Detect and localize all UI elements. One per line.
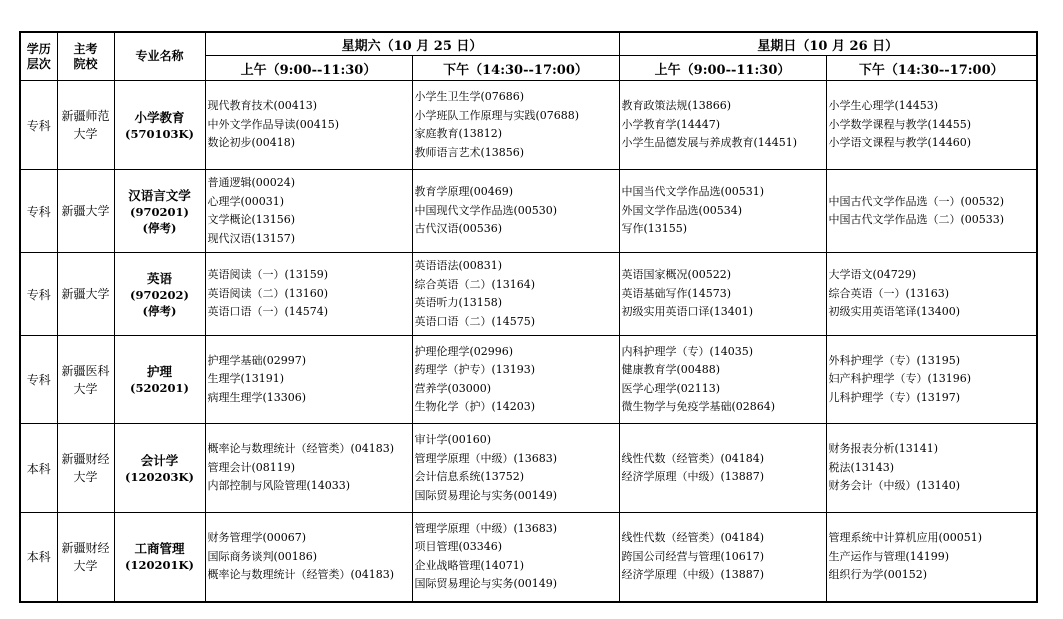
- subject-item: 教育政策法规(13866): [621, 99, 732, 113]
- level-cell: 专科: [20, 170, 57, 253]
- subject-item: 健康教育学(00488): [621, 363, 721, 376]
- subject-item: 财务管理学(00067): [207, 531, 307, 544]
- institution-line1: 新疆医科: [61, 363, 110, 378]
- subject-item: 生理学(13191): [207, 372, 285, 386]
- institution-line1: 新疆大学: [61, 204, 110, 218]
- subject-item: 国际贸易理论与实务(00149): [414, 488, 558, 502]
- sunday-afternoon-subjects: [826, 424, 1037, 513]
- subject-item: 内科护理学（专）(14035): [621, 344, 754, 358]
- sunday-morning-subjects: [619, 253, 826, 336]
- header-major: 专业名称: [114, 32, 205, 81]
- schedule-table: [19, 31, 1038, 603]
- header-level: [20, 32, 57, 81]
- exam-schedule: [19, 31, 1038, 603]
- saturday-afternoon-subjects: [412, 81, 619, 170]
- subject-item: 小学班队工作原理与实践(07688): [414, 108, 580, 122]
- header-institution: [57, 32, 114, 81]
- table-row: [20, 424, 1037, 513]
- subject-item: 小学生心理学(14453): [828, 99, 939, 113]
- subject-item: 中国古代文学作品选（一）(00532): [828, 194, 1005, 208]
- major-cell: [114, 253, 205, 336]
- level-cell: 专科: [20, 336, 57, 424]
- saturday-morning-subjects: [205, 253, 412, 336]
- subject-item: 税法(13143): [828, 460, 895, 474]
- major-code: (120201K): [125, 558, 194, 573]
- institution-line2: 大学: [73, 470, 98, 484]
- major-code: (570103K): [125, 126, 194, 141]
- major-name: 小学教育: [134, 109, 185, 125]
- level-cell: 专科: [20, 81, 57, 170]
- major-name: 护理: [146, 364, 172, 379]
- subject-item: 药理学（护专）(13193): [414, 363, 536, 376]
- subject-item: 古代汉语(00536): [414, 222, 503, 236]
- sunday-afternoon-subjects: [826, 81, 1037, 170]
- institution-cell: [57, 170, 114, 253]
- subject-item: 现代汉语(13157): [207, 231, 296, 245]
- major-cell: [114, 170, 205, 253]
- sunday-morning-subjects: [619, 513, 826, 602]
- subject-item: 英语口语（二）(14575): [414, 314, 536, 328]
- major-cell: [114, 424, 205, 513]
- saturday-morning-subjects: [205, 424, 412, 513]
- subject-item: 写作(13155): [621, 222, 688, 236]
- subject-item: 初级实用英语笔译(13400): [828, 305, 961, 319]
- institution-line1: 新疆财经: [61, 540, 110, 555]
- subject-item: 英语阅读（二）(13160): [207, 286, 329, 300]
- subject-item: 组织行为学(00152): [828, 568, 928, 581]
- table-row: [20, 336, 1037, 424]
- institution-line1: 新疆师范: [61, 109, 110, 123]
- sunday-afternoon-subjects: [826, 170, 1037, 253]
- subject-item: 医学心理学(02113): [621, 381, 721, 395]
- subject-item: 审计学(00160): [414, 433, 492, 446]
- subject-item: 经济学原理（中级）(13887): [621, 568, 765, 581]
- subject-item: 线性代数（经管类）(04184): [621, 451, 765, 465]
- major-code: (120203K): [125, 469, 194, 484]
- subject-item: 数论初步(00418): [207, 136, 296, 150]
- major-name: 会计学: [140, 452, 179, 468]
- level-cell: 本科: [20, 513, 57, 602]
- subject-item: 经济学原理（中级）(13887): [621, 470, 765, 483]
- saturday-afternoon-subjects: [412, 424, 619, 513]
- subject-item: 护理学基础(02997): [207, 353, 307, 367]
- table-row: [20, 81, 1037, 170]
- institution-cell: [57, 424, 114, 513]
- subject-item: 国际贸易理论与实务(00149): [414, 577, 558, 591]
- saturday-afternoon-subjects: [412, 513, 619, 602]
- subject-item: 普通逻辑(00024): [207, 176, 296, 189]
- subject-item: 家庭教育(13812): [414, 127, 503, 140]
- subject-item: 营养学(03000): [414, 381, 492, 395]
- institution-cell: [57, 81, 114, 170]
- major-name: 英语: [146, 270, 172, 286]
- sunday-morning-subjects: [619, 424, 826, 513]
- subject-item: 国际商务谈判(00186): [207, 549, 318, 563]
- institution-cell: [57, 336, 114, 424]
- subject-item: 大学语文(04729): [828, 268, 917, 282]
- saturday-morning-subjects: [205, 336, 412, 424]
- institution-cell: [57, 513, 114, 602]
- subject-item: 管理会计(08119): [207, 460, 296, 474]
- major-cell: [114, 336, 205, 424]
- subject-item: 管理学原理（中级）(13683): [414, 451, 558, 465]
- saturday-afternoon-subjects: [412, 336, 619, 424]
- subject-item: 中国古代文学作品选（二）(00533): [828, 213, 1005, 226]
- header-row-days: [20, 32, 1037, 56]
- subject-item: 外科护理学（专）(13195): [828, 353, 961, 367]
- institution-line1: 新疆财经: [61, 452, 110, 466]
- header-sat-afternoon: 下午（14:30--17:00）: [412, 56, 619, 81]
- subject-item: 管理系统中计算机应用(00051): [828, 531, 983, 544]
- subject-item: 线性代数（经管类）(04184): [621, 531, 765, 544]
- major-code: (970202): [130, 287, 189, 302]
- subject-item: 生物化学（护）(14203): [414, 400, 536, 413]
- header-institution-line2: 院校: [73, 56, 98, 71]
- subject-item: 现代教育技术(00413): [207, 99, 318, 113]
- subject-item: 小学生卫生学(07686): [414, 90, 525, 103]
- subject-item: 英语口语（一）(14574): [207, 305, 329, 319]
- major-note: (停考): [142, 220, 177, 235]
- subject-item: 英语基础写作(14573): [621, 286, 732, 300]
- subject-item: 综合英语（二）(13164): [414, 277, 536, 291]
- saturday-afternoon-subjects: [412, 253, 619, 336]
- saturday-morning-subjects: [205, 81, 412, 170]
- subject-item: 生产运作与管理(14199): [828, 549, 950, 563]
- institution-line2: 大学: [73, 381, 98, 396]
- subject-item: 英语听力(13158): [414, 296, 503, 309]
- subject-item: 初级实用英语口译(13401): [621, 305, 754, 319]
- major-note: (停考): [142, 303, 177, 318]
- subject-item: 中外文学作品导读(00415): [207, 117, 340, 131]
- subject-item: 管理学原理（中级）(13683): [414, 521, 558, 535]
- subject-item: 儿科护理学（专）(13197): [828, 390, 961, 404]
- table-row: [20, 170, 1037, 253]
- table-row: [20, 513, 1037, 602]
- level-cell: 专科: [20, 253, 57, 336]
- major-cell: [114, 513, 205, 602]
- subject-item: 病理生理学(13306): [207, 390, 307, 404]
- institution-cell: [57, 253, 114, 336]
- subject-item: 小学数学课程与教学(14455): [828, 117, 972, 131]
- subject-item: 中国当代文学作品选(00531): [621, 185, 765, 199]
- header-sun-morning: 上午（9:00--11:30）: [619, 56, 826, 81]
- subject-item: 英语国家概况(00522): [621, 268, 732, 282]
- header-institution-line1: 主考: [73, 41, 98, 56]
- subject-item: 财务会计（中级）(13140): [828, 479, 961, 493]
- saturday-morning-subjects: [205, 513, 412, 602]
- header-saturday: 星期六（10 月 25 日）: [205, 32, 619, 56]
- header-sunday: 星期日（10 月 26 日）: [619, 32, 1037, 56]
- subject-item: 护理伦理学(02996): [414, 344, 514, 358]
- major-name: 汉语言文学: [128, 187, 191, 203]
- subject-item: 教师语言艺术(13856): [414, 145, 525, 159]
- subject-item: 跨国公司经营与管理(10617): [621, 549, 765, 563]
- header-level-line1: 学历: [26, 41, 51, 56]
- subject-item: 小学语文课程与教学(14460): [828, 136, 972, 150]
- saturday-afternoon-subjects: [412, 170, 619, 253]
- subject-item: 企业战略管理(14071): [414, 558, 525, 572]
- table-row: [20, 253, 1037, 336]
- subject-item: 文学概论(13156): [207, 213, 296, 226]
- subject-item: 概率论与数理统计（经管类）(04183): [207, 442, 395, 456]
- subject-item: 财务报表分析(13141): [828, 442, 939, 456]
- subject-item: 会计信息系统(13752): [414, 470, 525, 483]
- major-code: (520201): [130, 381, 189, 395]
- subject-item: 心理学(00031): [207, 194, 285, 208]
- level-cell: 本科: [20, 424, 57, 513]
- subject-item: 中国现代文学作品选(00530): [414, 203, 558, 217]
- sunday-afternoon-subjects: [826, 253, 1037, 336]
- major-code: (970201): [130, 204, 189, 219]
- subject-item: 英语阅读（一）(13159): [207, 268, 329, 282]
- subject-item: 妇产科护理学（专）(13196): [828, 372, 972, 386]
- header-sun-afternoon: 下午（14:30--17:00）: [826, 56, 1037, 81]
- saturday-morning-subjects: [205, 170, 412, 253]
- header-level-line2: 层次: [26, 56, 51, 71]
- sunday-morning-subjects: [619, 170, 826, 253]
- subject-item: 英语语法(00831): [414, 259, 503, 272]
- subject-item: 微生物学与免疫学基础(02864): [621, 400, 776, 413]
- institution-line2: 大学: [73, 558, 98, 573]
- subject-item: 教育学原理(00469): [414, 185, 514, 199]
- subject-item: 概率论与数理统计（经管类）(04183): [207, 568, 395, 581]
- major-cell: [114, 81, 205, 170]
- subject-item: 小学生品德发展与养成教育(14451): [621, 136, 798, 150]
- subject-item: 小学教育学(14447): [621, 117, 721, 131]
- subject-item: 项目管理(03346): [414, 540, 503, 554]
- sunday-morning-subjects: [619, 336, 826, 424]
- subject-item: 外国文学作品选(00534): [621, 203, 743, 217]
- sunday-afternoon-subjects: [826, 336, 1037, 424]
- major-name: 工商管理: [134, 541, 185, 557]
- subject-item: 内部控制与风险管理(14033): [207, 479, 351, 493]
- institution-line2: 大学: [73, 127, 98, 141]
- institution-line1: 新疆大学: [61, 287, 110, 301]
- sunday-afternoon-subjects: [826, 513, 1037, 602]
- subject-item: 综合英语（一）(13163): [828, 286, 950, 300]
- sunday-morning-subjects: [619, 81, 826, 170]
- header-sat-morning: 上午（9:00--11:30）: [205, 56, 412, 81]
